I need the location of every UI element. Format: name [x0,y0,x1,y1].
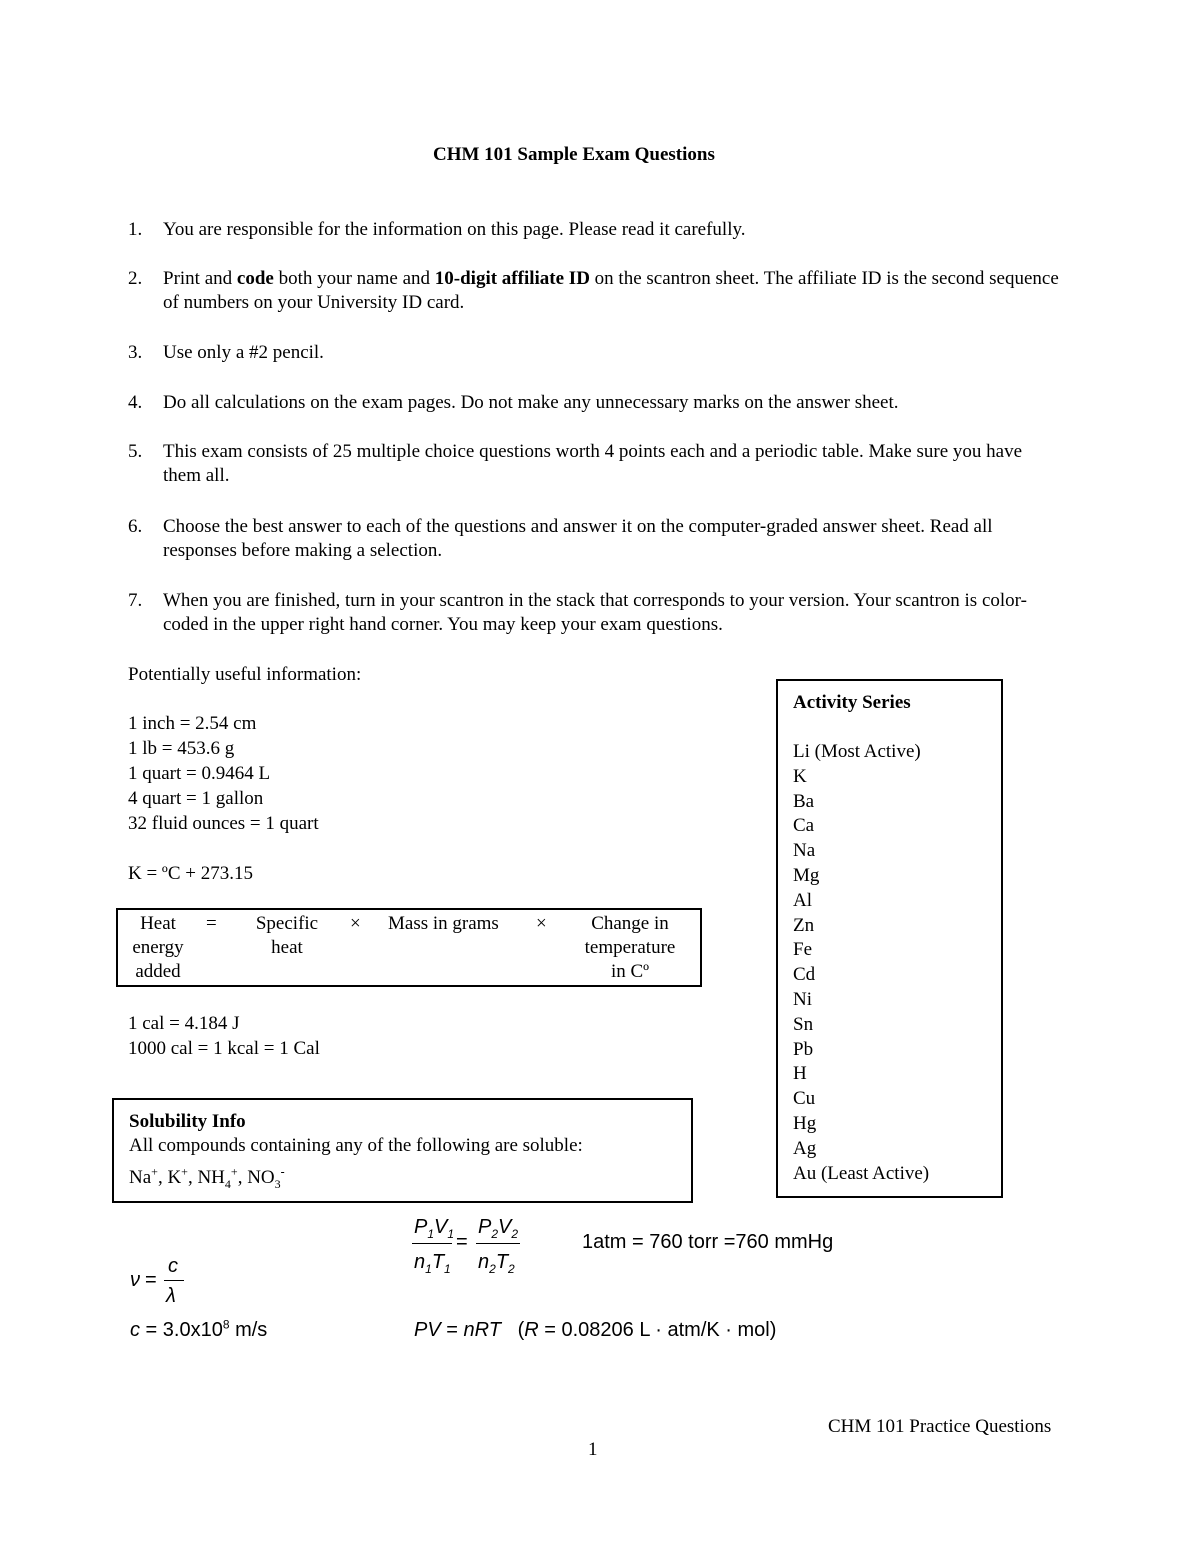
solubility-text: All compounds containing any of the following are soluble: [129,1135,583,1156]
instruction-text: This exam consists of 25 multiple choice questions worth 4 points each and a periodic table. Make sure you have them all. [163,441,1023,486]
instruction-number: 2. [128,268,143,289]
activity-series-item: Cd [793,964,816,986]
kelvin-formula: K = ºC + 273.15 [128,863,253,884]
useful-info-heading: Potentially useful information: [128,664,362,685]
activity-series-item: Sn [793,1013,814,1035]
activity-series-item: Ca [793,815,815,837]
activity-series-item: Ag [793,1137,817,1159]
temperature-change-label: Change in temperature in Cº [584,913,676,982]
unit-conversion: 4 quart = 1 gallon [128,788,264,809]
calorie-conversion: 1 cal = 4.184 J [128,1013,240,1034]
equals-sign: = [206,913,217,934]
activity-series-item: Mg [793,865,820,886]
unit-conversion: 1 lb = 453.6 g [128,738,235,759]
heat-equation-box [116,908,702,987]
instruction-number: 6. [128,516,143,537]
instruction-text: Choose the best answer to each of the questions and answer it on the computer-graded answer sheet. Read all responses before making a selection. [163,516,993,561]
heat-energy-label: Heat energy added [132,913,184,982]
activity-series-item: Zn [793,914,815,936]
activity-series-item: Ba [793,790,815,812]
instruction-text: Use only a #2 pencil. [163,342,324,363]
activity-series-item: Na [793,840,816,862]
activity-series-item: K [793,765,807,787]
activity-series-item: Li (Most Active) [793,741,921,762]
page-number: 1 [588,1439,598,1460]
activity-series-item: Ni [793,989,812,1010]
unit-conversion: 1 inch = 2.54 cm [128,713,257,734]
kcal-conversion: 1000 cal = 1 kcal = 1 Cal [128,1038,320,1059]
instruction-number: 4. [128,392,143,413]
instruction-number: 3. [128,342,143,363]
specific-heat-label: Specific heat [255,913,319,958]
instruction-text: Print and code both your name and 10-digit affiliate ID on the scantron sheet. The affiliate ID is the second sequence of numbers on your University ID card. [163,268,1059,313]
instruction-text: You are responsible for the information on this page. Please read it carefully. [163,219,746,240]
times-sign: × [350,913,361,934]
page-title: CHM 101 Sample Exam Questions [433,144,715,165]
footer-label: CHM 101 Practice Questions [828,1416,1052,1437]
mass-label: Mass in grams [388,913,499,934]
activity-series-title: Activity Series [793,692,911,713]
ideal-gas-law: PV = nRT (R = 0.08206 L · atm/K · mol) [414,1319,777,1341]
activity-series-item: Al [793,889,812,911]
activity-series-item: Hg [793,1113,817,1134]
solubility-title: Solubility Info [129,1111,246,1132]
activity-series-item: Fe [793,939,812,961]
instruction-number: 5. [128,441,143,462]
activity-series-box [776,679,1003,1198]
instruction-text: When you are finished, turn in your scantron in the stack that corresponds to your version. Your scantron is color-coded in the upper right hand corner. You may keep your exam questions. [163,590,1027,635]
pressure-conversion: 1atm = 760 torr =760 mmHg [582,1231,834,1253]
soluble-ions: Na+, K+, $NH_4^+$, $NO_3^-$ [129,1164,285,1191]
instruction-number: 1. [128,219,143,240]
solubility-box [112,1098,693,1203]
unit-conversion: 32 fluid ounces = 1 quart [128,813,319,834]
times-sign: × [536,913,547,934]
activity-series-item: Au (Least Active) [793,1162,930,1184]
activity-series-item: H [793,1063,807,1085]
activity-series-item: Pb [793,1038,814,1060]
speed-of-light: $c = 3.0x10^8$ m/s [130,1317,268,1341]
activity-series-item: Cu [793,1088,816,1110]
instruction-text: Do all calculations on the exam pages. Do not make any unnecessary marks on the answer sheet. [163,392,899,413]
unit-conversion: 1 quart = 0.9464 L [128,763,271,784]
instruction-number: 7. [128,590,143,611]
